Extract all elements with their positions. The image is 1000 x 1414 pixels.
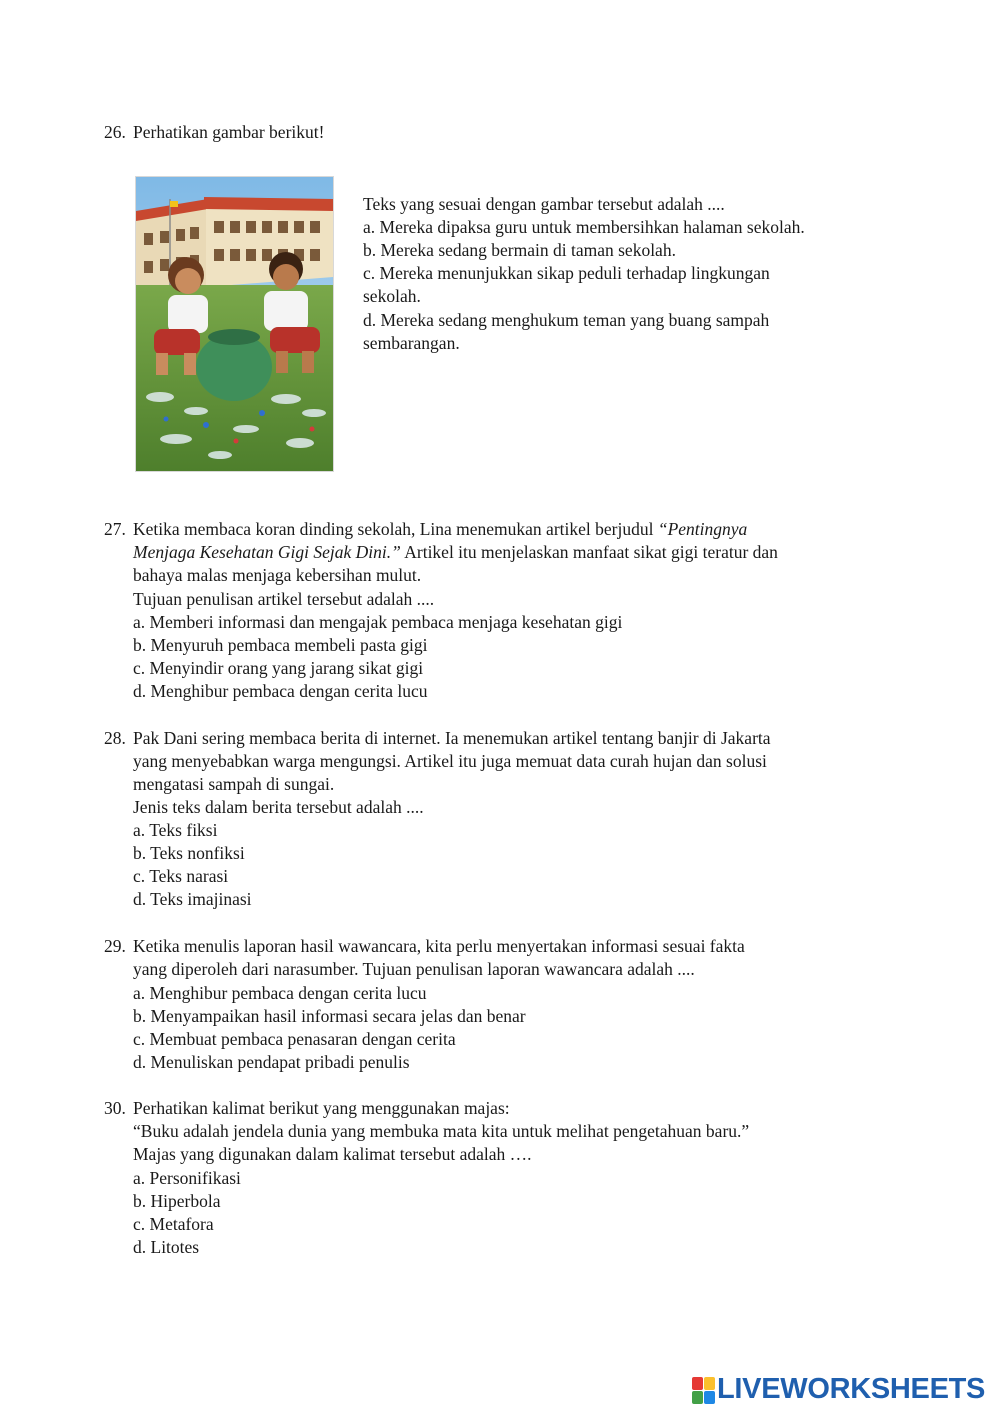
q29-option-b: b. Menyampaikan hasil informasi secara jelas dan benar: [133, 1006, 526, 1026]
q28-number: 28.: [104, 728, 126, 748]
q30-quote: “Buku adalah jendela dunia yang membuka mata kita untuk melihat pengetahuan baru.”: [133, 1121, 750, 1141]
q28-question: Jenis teks dalam berita tersebut adalah ....: [133, 797, 424, 817]
q28-text-line2: yang menyebabkan warga mengungsi. Artikel itu juga memuat data curah hujan dan solusi: [133, 751, 767, 771]
q30-option-c: c. Metafora: [133, 1214, 214, 1234]
q29-option-d: d. Menuliskan pendapat pribadi penulis: [133, 1052, 410, 1072]
q29-text-line1: Ketika menulis laporan hasil wawancara, kita perlu menyertakan informasi sesuai fakta: [133, 936, 745, 956]
q26-prompt: Perhatikan gambar berikut!: [133, 122, 325, 142]
liveworksheets-logo-icon: [692, 1377, 714, 1403]
q29-text-line2: yang diperoleh dari narasumber. Tujuan penulisan laporan wawancara adalah ....: [133, 959, 695, 979]
q30-option-b: b. Hiperbola: [133, 1191, 221, 1211]
q27-text-line2: Menjaga Kesehatan Gigi Sejak Dini.” Artikel itu menjelaskan manfaat sikat gigi teratur dan: [133, 542, 778, 562]
liveworksheets-logo[interactable]: [692, 1374, 985, 1406]
q26-option-c-cont: sekolah.: [363, 286, 421, 306]
q26-number: 26.: [104, 122, 126, 142]
q29-option-c: c. Membuat pembaca penasaran dengan cerita: [133, 1029, 456, 1049]
q27-number: 27.: [104, 519, 126, 539]
q30-number: 30.: [104, 1098, 126, 1118]
q26-option-a: a. Mereka dipaksa guru untuk membersihkan halaman sekolah.: [363, 217, 805, 237]
q27-question: Tujuan penulisan artikel tersebut adalah ....: [133, 589, 435, 609]
q26-option-d-cont: sembarangan.: [363, 333, 460, 353]
liveworksheets-logo-text: LIVEWORKSHEETS: [717, 1373, 986, 1406]
q28-option-a: a. Teks fiksi: [133, 820, 218, 840]
q27-text-line3: bahaya malas menjaga kebersihan mulut.: [133, 565, 422, 585]
q27-option-b: b. Menyuruh pembaca membeli pasta gigi: [133, 635, 428, 655]
q27-option-c: c. Menyindir orang yang jarang sikat gigi: [133, 658, 424, 678]
q27-option-a: a. Memberi informasi dan mengajak pembaca menjaga kesehatan gigi: [133, 612, 623, 632]
q26-illustration-image: [135, 176, 334, 472]
q27-text-line1: Ketika membaca koran dinding sekolah, Lina menemukan artikel berjudul “Pentingnya: [133, 519, 748, 539]
q29-number: 29.: [104, 936, 126, 956]
q30-text-line1: Perhatikan kalimat berikut yang menggunakan majas:: [133, 1098, 510, 1118]
q26-option-b: b. Mereka sedang bermain di taman sekolah.: [363, 240, 676, 260]
q28-option-b: b. Teks nonfiksi: [133, 843, 245, 863]
q28-option-d: d. Teks imajinasi: [133, 889, 252, 909]
q26-option-c: c. Mereka menunjukkan sikap peduli terhadap lingkungan: [363, 263, 770, 283]
q26-question: Teks yang sesuai dengan gambar tersebut adalah ....: [363, 194, 725, 214]
q30-option-d: d. Litotes: [133, 1237, 200, 1257]
q28-text-line3: mengatasi sampah di sungai.: [133, 774, 335, 794]
q27-option-d: d. Menghibur pembaca dengan cerita lucu: [133, 681, 428, 701]
q29-option-a: a. Menghibur pembaca dengan cerita lucu: [133, 983, 427, 1003]
q28-text-line1: Pak Dani sering membaca berita di internet. Ia menemukan artikel tentang banjir di Jakarta: [133, 728, 771, 748]
q28-option-c: c. Teks narasi: [133, 866, 229, 886]
q30-option-a: a. Personifikasi: [133, 1168, 241, 1188]
q30-question: Majas yang digunakan dalam kalimat tersebut adalah ….: [133, 1144, 532, 1164]
q26-option-d: d. Mereka sedang menghukum teman yang buang sampah: [363, 310, 770, 330]
